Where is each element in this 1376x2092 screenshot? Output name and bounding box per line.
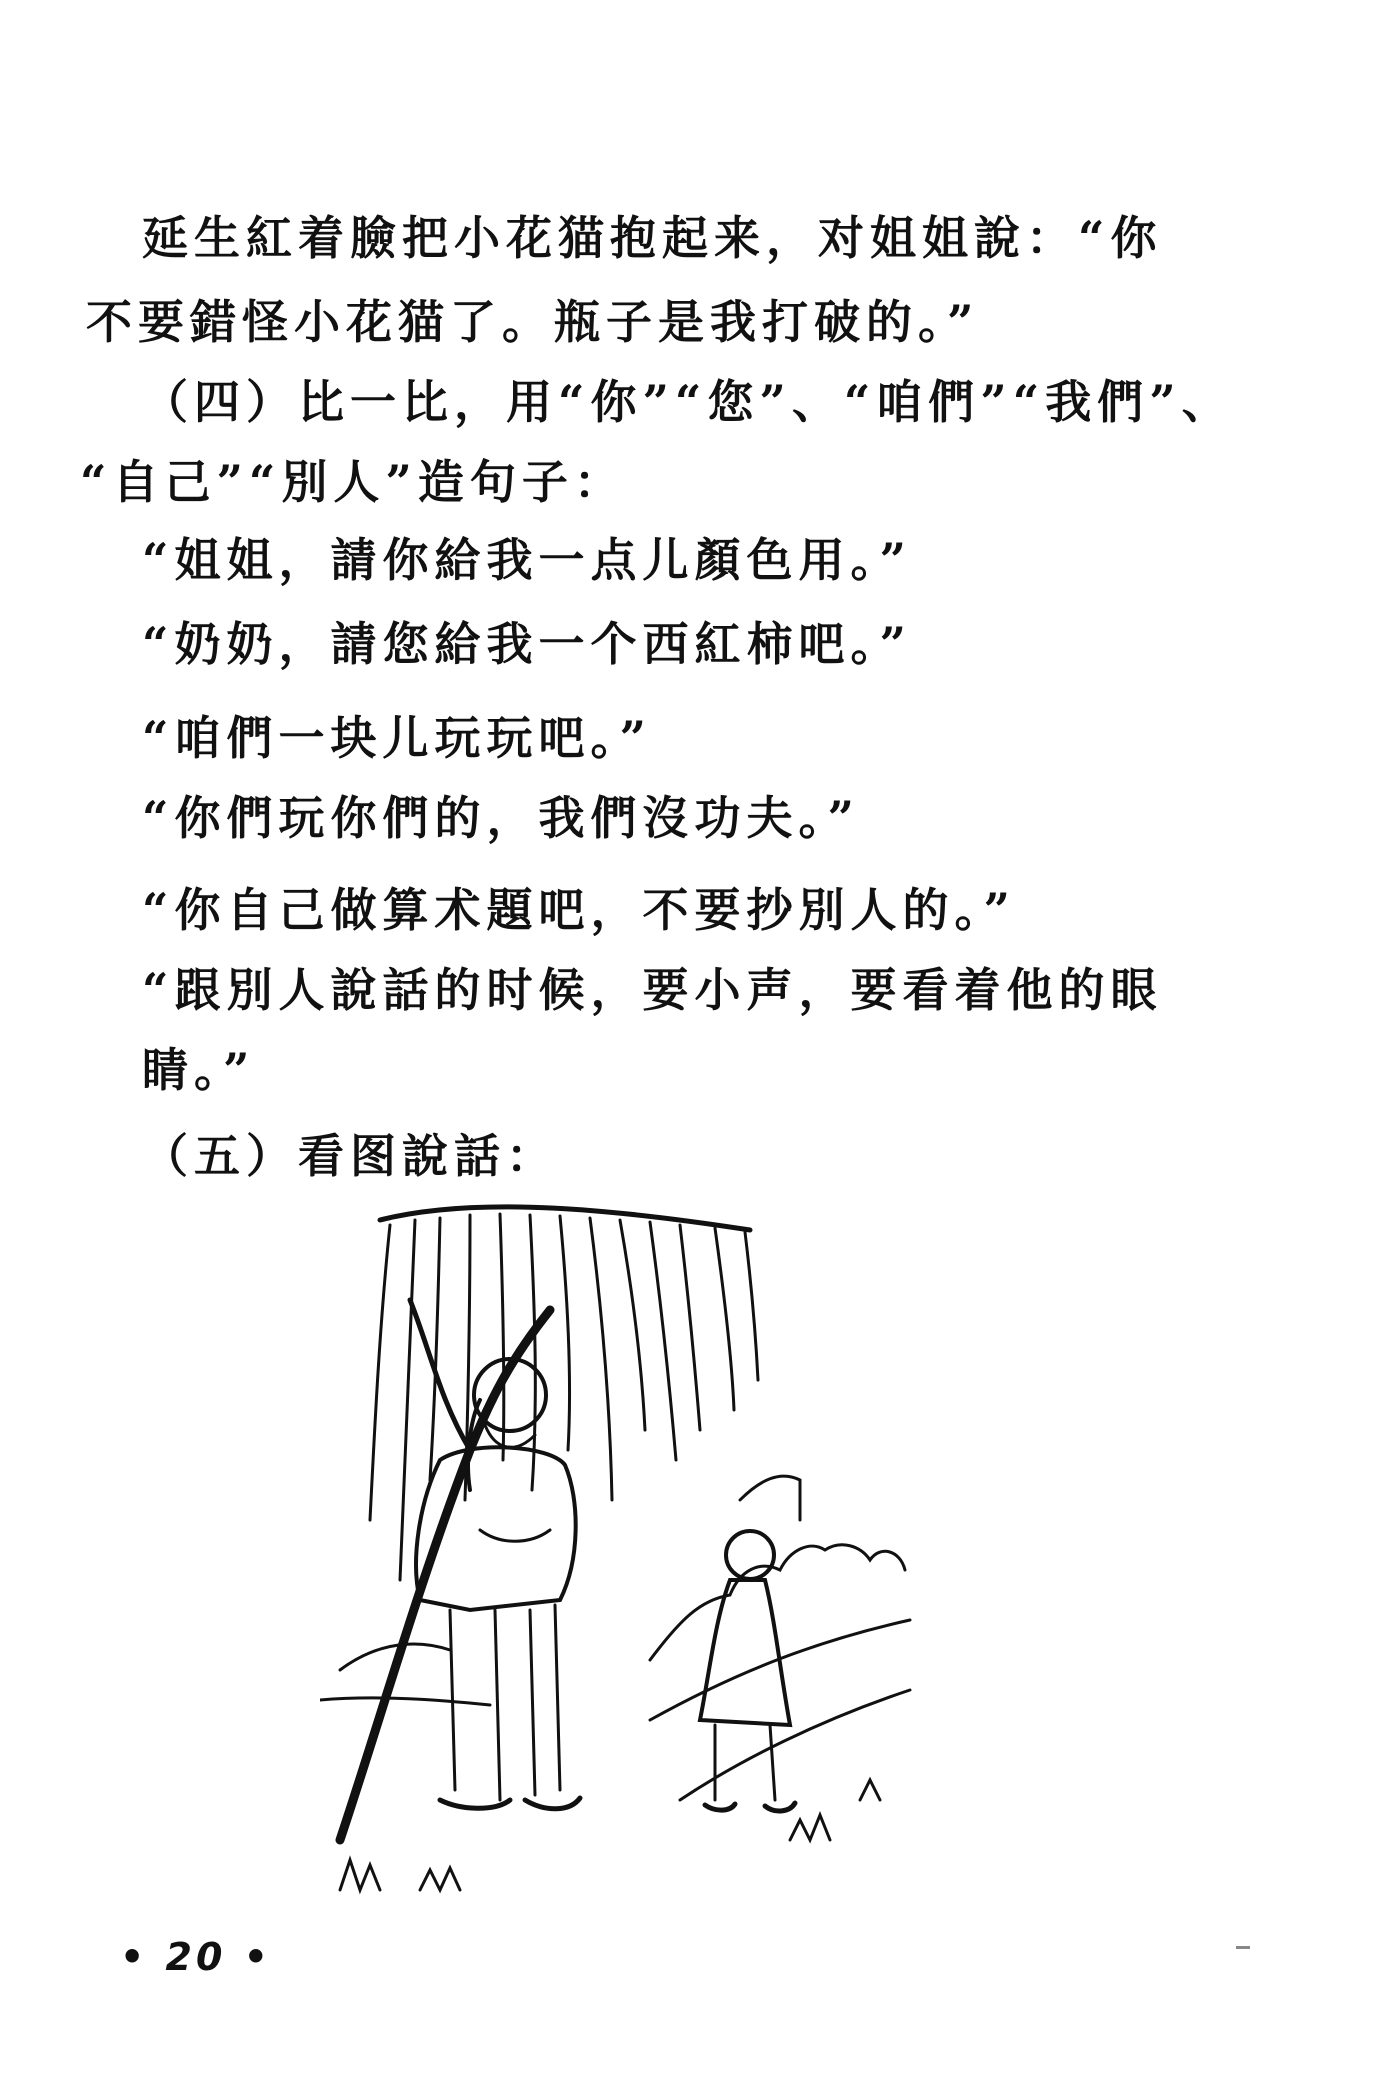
page-number: • 20 •: [120, 1935, 272, 1979]
text-line-8: “你們玩你們的，我們沒功夫。”: [142, 791, 860, 845]
text-line-3: （四）比一比，用“你”“您”、“咱們”“我們”、: [142, 375, 1234, 429]
text-line-12: （五）看图說話：: [142, 1129, 558, 1183]
text-line-4: “自己”“別人”造句子：: [80, 455, 626, 509]
text-line-7: “咱們一块儿玩玩吧。”: [142, 711, 652, 765]
text-line-10: “跟別人說話的时候，要小声，要看着他的眼: [142, 963, 1163, 1017]
scan-speck: [1236, 1946, 1250, 1949]
text-line-11: 睛。”: [142, 1043, 256, 1097]
text-line-9: “你自己做算术題吧，不要抄別人的。”: [142, 883, 1016, 937]
text-line-5: “姐姐，請你給我一点儿顏色用。”: [142, 533, 912, 587]
text-line-1: 延生紅着臉把小花猫抱起来，对姐姐說：“你: [142, 211, 1163, 265]
text-line-6: “奶奶，請您給我一个西紅柿吧。”: [142, 617, 912, 671]
willow-tree-illustration: [320, 1200, 920, 1920]
text-line-2: 不要錯怪小花猫了。瓶子是我打破的。”: [86, 295, 980, 349]
